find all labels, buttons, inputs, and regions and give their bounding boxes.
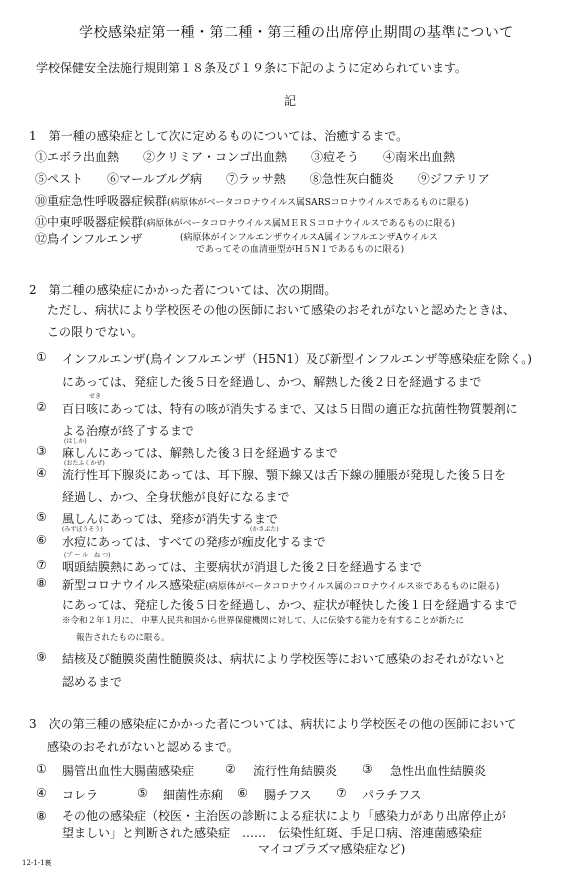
item4-line1: 流行性耳下腺炎にあっては、耳下腺、顎下線又は舌下線の腫脹が発現した後５日を (62, 468, 506, 482)
s3-r2-item2: 細菌性赤痢 (163, 788, 224, 802)
section2-heading: 2 第二種の感染症にかかった者については、次の期間。 (29, 283, 337, 297)
item4-line2: 経過し、かつ、全身状態が良好になるまで (62, 490, 290, 504)
mers-note: (病原体がベータコロナウイルス属ＭＥＲＳコロナウイルスであるものに限る) (143, 219, 455, 229)
item1-line1: インフルエンザ(鳥インフルエンザ（H5N1）及び新型インフルエンザ等感染症を除く。) (62, 352, 532, 366)
s3-r2-item4: パラチフス (362, 788, 422, 802)
covid-label: 新型コロナウイルス感染症 (62, 578, 206, 592)
avian-flu-note-1: (病原体がインフルエンザウイルスA属インフルエンザAウイルス (180, 233, 438, 243)
item6-line1: 水痘にあっては、すべての発疹が痂皮化するまで (62, 535, 326, 549)
item4-ruby: (おたふくかぜ) (64, 460, 105, 467)
s3-r2-num1: ④ (36, 786, 47, 800)
item6-ruby-1: (みずぼうそう) (62, 526, 103, 533)
intro-text: 学校保健安全法施行規則第１８条及び１９条に下記のように定められています。 (36, 61, 468, 75)
item3-ruby: (はしか) (64, 438, 87, 445)
ki-label: 記 (284, 94, 297, 108)
s3-r3-line3: マイコプラズマ感染症など) (258, 842, 406, 856)
item2-line1: 百日咳にあっては、特有の咳が消失するまで、又は５日間の適正な抗菌性物質製剤に (62, 402, 518, 416)
s3-r1-item3: 急性出血性結膜炎 (390, 764, 487, 778)
avian-flu-label: ⑫鳥インフルエンザ (35, 232, 143, 246)
covid-note: (病原体がベータコロナウイルス属のコロナウイルス※であるものに限る) (205, 582, 500, 592)
s3-r1-item1: 腸管出血性大腸菌感染症 (62, 764, 195, 778)
section3-heading-2: 感染のおそれがないと認めるまで。 (47, 740, 239, 754)
section2-lead-1: ただし、病状により学校医その他の医師において感染のおそれがないと認めたときは、 (47, 303, 516, 317)
item1-number: ① (36, 350, 47, 364)
s3-r3-num: ⑧ (36, 809, 47, 823)
s3-r2-item3: 腸チフス (264, 788, 312, 802)
page-title: 学校感染症第一種・第二種・第三種の出席停止期間の基準について (79, 25, 514, 41)
s3-r3-line1: その他の感染症（校医・主治医の診断による症状により「感染力があり出席停止が (62, 809, 507, 823)
section1-row2: ⑤ペスト ⑥マールブルグ病 ⑦ラッサ熱 ⑧急性灰白髄炎 ⑨ジフテリア (35, 172, 490, 186)
section3-heading: 3 次の第三種の感染症にかかった者については、病状により学校医その他の医師において (29, 717, 517, 731)
item2-line2: よる治療が終了するまで (62, 424, 195, 438)
item7-line1: 咽頭結膜熱にあっては、主要病状が消退した後２日を経過するまで (62, 560, 422, 574)
mers-label: ⑪中東呼吸器症候群 (35, 215, 144, 229)
item2-number: ② (36, 400, 47, 414)
section1-row1: ①エボラ出血熱 ②クリミア・コンゴ出血熱 ③痘そう ④南米出血熱 (35, 150, 456, 164)
item5-line1: 風しんにあっては、発疹が消失するまで (62, 512, 278, 526)
s3-r2-num2: ⑤ (137, 786, 148, 800)
item4-number: ④ (36, 466, 47, 480)
item9-line1: 結核及び髄膜炎菌性髄膜炎は、病状により学校医等において感染のおそれがないと (62, 652, 507, 666)
item2-ruby: せき (89, 393, 102, 400)
item8-footnote-1: ※令和２年１月に、 中華人民共和国から世界保健機関に対して、人に伝染する能力を有することが新たに (62, 616, 465, 626)
sars-label: ⑩重症急性呼吸器症候群 (35, 194, 168, 208)
section1-row3 (35, 192, 469, 209)
s3-r2-item1: コレラ (62, 788, 99, 802)
s3-r2-num3: ⑥ (237, 786, 248, 800)
s3-r1-num3: ③ (362, 762, 373, 776)
section1-heading: 1 第一種の感染症として次に定めるものについては、治癒するまで。 (29, 129, 409, 143)
item8-line2: にあっては、発症した後５日を経過し、かつ、症状が軽快した後１日を経過するまで (62, 598, 518, 612)
item9-number: ⑨ (36, 650, 47, 664)
avian-flu-note-2: であってその血清亜型がH５N１であるものに限る) (196, 245, 405, 255)
s3-r1-num1: ① (36, 762, 47, 776)
item6-number: ⑥ (36, 533, 47, 547)
item6-ruby-2: (かさぶた) (250, 526, 279, 533)
s3-r2-num4: ⑦ (336, 786, 347, 800)
item9-line2: 認めるまで (62, 675, 123, 689)
item8-footnote-2: 報告されたものに限る。 (76, 633, 170, 643)
item8-line1 (62, 576, 499, 593)
item3-number: ③ (36, 444, 47, 458)
section1-row4 (35, 213, 455, 230)
item7-ruby: (プ ー ル ね つ) (64, 552, 111, 559)
item1-line2: にあっては、発症した後５日を経過し、かつ、解熱した後２日を経過するまで (62, 375, 482, 389)
s3-r1-num2: ② (225, 762, 236, 776)
item8-number: ⑧ (36, 576, 47, 590)
item5-number: ⑤ (36, 510, 47, 524)
s3-r3-line2: 望ましい」と判断された感染症 ‥‥‥ 伝染性紅斑、手足口病、溶連菌感染症 (62, 826, 483, 840)
item7-number: ⑦ (36, 558, 47, 572)
section2-lead-2: この限りでない。 (47, 325, 144, 339)
item3-line1: 麻しんにあっては、解熱した後３日を経過するまで (62, 446, 338, 460)
page-footer-code: 12-1-1裏 (22, 859, 52, 867)
s3-r1-item2: 流行性角結膜炎 (253, 764, 338, 778)
sars-note: (病原体がベータコロナウイルス属SARSコロナウイルスであるものに限る) (167, 198, 469, 208)
